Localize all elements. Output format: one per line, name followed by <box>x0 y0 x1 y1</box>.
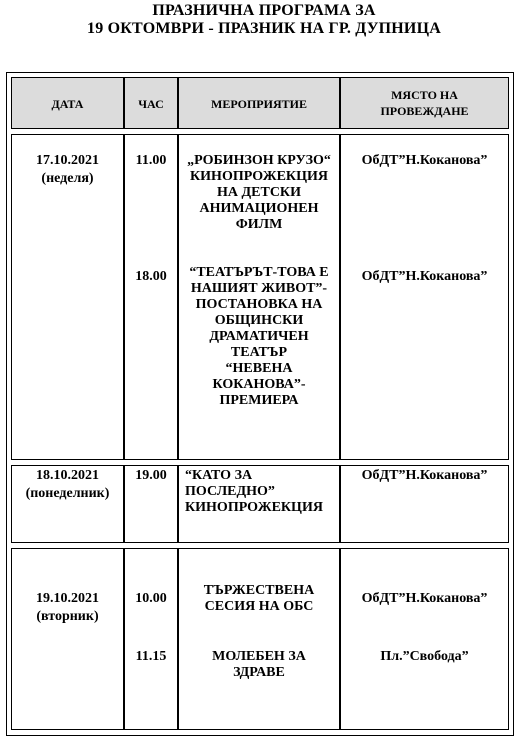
row1-event1-line: ФИЛМ <box>235 217 283 232</box>
row2-place1: ОбДТ”Н.Коканова” <box>361 468 488 483</box>
row3-day: (вторник) <box>36 609 99 624</box>
row3-event1-line: ТЪРЖЕСТВЕНА <box>203 583 315 598</box>
row1-time2: 18.00 <box>135 269 167 284</box>
row3-place2: Пл.”Свобода” <box>380 649 469 664</box>
row3-time1: 10.00 <box>135 591 167 606</box>
header-cell-event <box>178 77 340 129</box>
row2-event-cell <box>178 465 340 543</box>
row1-time1: 11.00 <box>135 153 167 168</box>
row2-time-cell <box>124 465 178 543</box>
header-event-label: МЕРОПРИЯТИЕ <box>211 97 307 111</box>
row3-time-cell <box>124 548 178 730</box>
row1-event2-line: “ТЕАТЪРЪТ-ТОВА Е <box>189 265 329 280</box>
document-title-line2: 19 ОКТОМВРИ - ПРАЗНИК НА ГР. ДУПНИЦА <box>87 20 441 37</box>
row1-event2-line: КОКАНОВА”- <box>212 377 306 392</box>
row1-day: (неделя) <box>41 171 94 186</box>
row3-event1-line: СЕСИЯ НА ОБС <box>204 599 314 614</box>
header-place-label-line2: ПРОВЕЖДАНЕ <box>380 104 469 118</box>
row1-event2-line: ДРАМАТИЧЕН <box>209 329 309 344</box>
row2-event1-line: “КАТО ЗА <box>185 468 253 483</box>
row1-date: 17.10.2021 <box>36 153 99 168</box>
header-time-label: ЧАС <box>138 97 164 111</box>
row3-event2-line: МОЛЕБЕН ЗА <box>212 649 306 664</box>
row3-place-cell <box>340 548 509 730</box>
document-title-line1: ПРАЗНИЧНА ПРОГРАМА ЗА <box>152 2 376 19</box>
row2-date-cell <box>11 465 124 543</box>
row1-place2: ОбДТ”Н.Коканова” <box>361 269 488 284</box>
row1-event2-line: ПОСТАНОВКА НА <box>195 297 323 312</box>
row2-place-cell <box>340 465 509 543</box>
row1-event2-line: ПРЕМИЕРА <box>219 393 299 408</box>
row1-date-cell <box>11 134 124 460</box>
row2-time1: 19.00 <box>135 468 167 483</box>
row3-date: 19.10.2021 <box>36 591 99 606</box>
row1-event-cell <box>178 134 340 460</box>
row1-event1-line: АНИМАЦИОНЕН <box>199 201 319 216</box>
row3-event2-line: ЗДРАВЕ <box>233 665 285 680</box>
header-cell-place <box>340 77 509 129</box>
row2-date: 18.10.2021 <box>36 468 99 483</box>
header-date-label: ДАТА <box>51 97 84 111</box>
row3-place1: ОбДТ”Н.Коканова” <box>361 591 488 606</box>
row2-day: (понеделник) <box>25 486 110 501</box>
row1-place1: ОбДТ”Н.Коканова” <box>361 153 488 168</box>
row1-event2-line: “НЕВЕНА <box>225 361 293 376</box>
row1-event1-line: НА ДЕТСКИ <box>217 185 301 200</box>
row2-event1-line: ПОСЛЕДНО” <box>185 484 275 499</box>
row1-event2-line: НАШИЯТ ЖИВОТ”- <box>190 281 328 296</box>
header-cell-date <box>11 77 124 129</box>
header-place-label-line1: МЯСТО НА <box>391 88 458 102</box>
row2-event1-line: КИНОПРОЖЕКЦИЯ <box>185 500 323 515</box>
row3-time2: 11.15 <box>135 649 167 664</box>
row1-event2-line: ТЕАТЪР <box>230 345 288 360</box>
row1-event1-line: „РОБИНЗОН КРУЗО“ <box>187 153 331 168</box>
row3-date-cell <box>11 548 124 730</box>
row1-place-cell <box>340 134 509 460</box>
row1-time-cell <box>124 134 178 460</box>
row1-event2-line: ОБЩИНСКИ <box>214 313 304 328</box>
header-cell-time <box>124 77 178 129</box>
row1-event1-line: КИНОПРОЖЕКЦИЯ <box>190 169 328 184</box>
row3-event-cell <box>178 548 340 730</box>
